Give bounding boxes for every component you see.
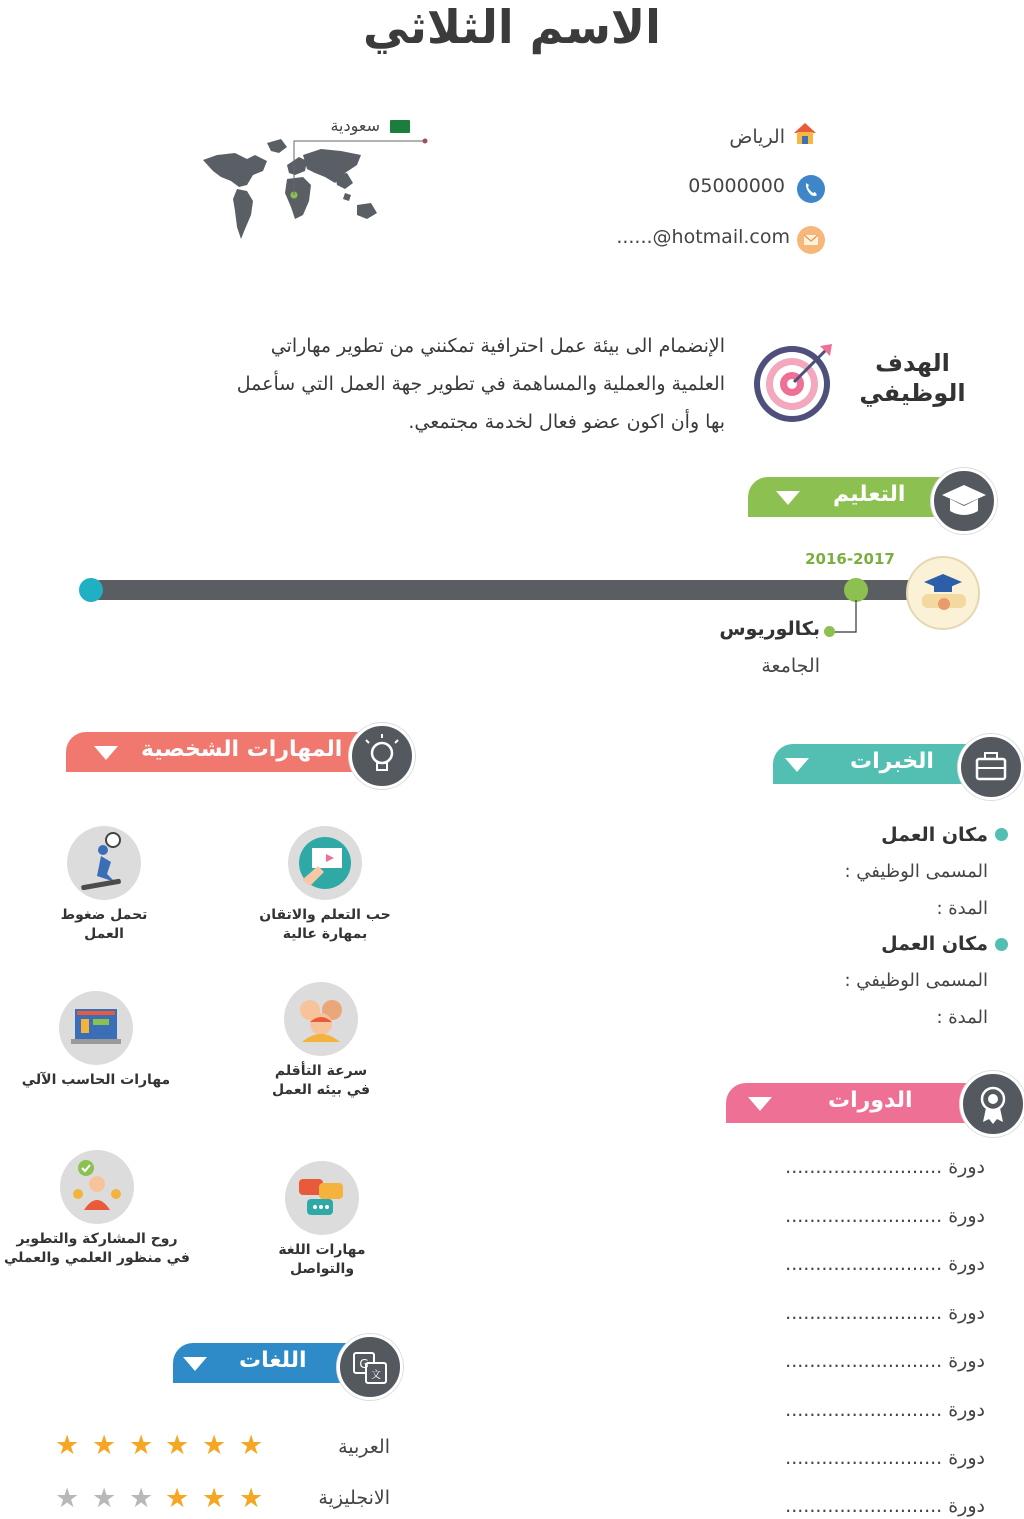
goal-title-line1: الهدف bbox=[875, 349, 950, 377]
team-leader-icon bbox=[60, 1150, 134, 1224]
courses-banner bbox=[726, 1083, 984, 1123]
email-icon bbox=[797, 226, 825, 254]
skill-learning bbox=[225, 826, 425, 944]
timeline-point bbox=[844, 578, 868, 602]
chevron-down-icon bbox=[776, 491, 800, 505]
skill-caption-3: سرعة التأقلم في بيئه العمل bbox=[271, 1063, 371, 1098]
award-ribbon-icon bbox=[960, 1071, 1024, 1137]
star-filled-icon: ★ bbox=[239, 1430, 264, 1461]
chevron-down-icon bbox=[94, 746, 118, 760]
degree-dot bbox=[824, 626, 835, 637]
skill-caption-2: تحمل ضغوط العمل bbox=[60, 907, 148, 942]
skill-caption-6: روح المشاركة والتطوير في منظور العلمي والعملي bbox=[4, 1231, 190, 1266]
course-8: دورة .......................... bbox=[785, 1495, 985, 1517]
skill-pressure bbox=[4, 826, 204, 944]
diploma-icon bbox=[906, 556, 980, 630]
course-3: دورة .......................... bbox=[785, 1253, 985, 1275]
language-english: الانجليزية bbox=[318, 1487, 390, 1509]
course-4: دورة .......................... bbox=[785, 1302, 985, 1324]
timeline-start-dot bbox=[79, 578, 103, 602]
skill-adapt bbox=[221, 982, 421, 1100]
experience-dot-2 bbox=[995, 938, 1008, 951]
saudi-flag-icon bbox=[390, 120, 410, 133]
skills-banner bbox=[66, 732, 371, 772]
phone-icon bbox=[797, 175, 825, 203]
computer-icon bbox=[59, 991, 133, 1065]
skill-caption-4: مهارات الحاسب الآلي bbox=[21, 1072, 171, 1088]
experience-heading: الخبرات bbox=[850, 749, 934, 774]
star-filled-icon: ★ bbox=[165, 1483, 190, 1514]
course-5: دورة .......................... bbox=[785, 1350, 985, 1372]
education-years: 2016-2017 bbox=[805, 550, 895, 568]
star-filled-icon: ★ bbox=[202, 1483, 227, 1514]
chevron-down-icon bbox=[785, 758, 809, 772]
experience-duration-2: المدة : bbox=[936, 1007, 988, 1028]
home-icon bbox=[791, 119, 819, 147]
presentation-icon bbox=[288, 826, 362, 900]
country-label-wrap bbox=[300, 116, 410, 136]
language-arabic: العربية bbox=[338, 1436, 390, 1458]
skill-language bbox=[222, 1161, 422, 1279]
goal-title-line2: الوظيفي bbox=[859, 379, 966, 407]
graduation-cap-icon bbox=[931, 468, 997, 534]
degree: بكالوريوس bbox=[719, 618, 820, 640]
contact-city bbox=[640, 126, 785, 148]
goal-title bbox=[840, 348, 985, 408]
star-filled-icon: ★ bbox=[129, 1430, 154, 1461]
contact-phone bbox=[640, 175, 785, 197]
school: الجامعة bbox=[761, 655, 820, 677]
chevron-down-icon bbox=[748, 1097, 772, 1111]
course-1: دورة .......................... bbox=[785, 1156, 985, 1178]
star-empty-icon: ★ bbox=[129, 1483, 154, 1514]
skill-computer bbox=[0, 991, 196, 1090]
experience-place-1: مكان العمل bbox=[881, 824, 988, 846]
experience-place-2: مكان العمل bbox=[881, 933, 988, 955]
world-map bbox=[195, 115, 435, 255]
chat-bubbles-icon bbox=[285, 1161, 359, 1235]
star-filled-icon: ★ bbox=[55, 1430, 80, 1461]
education-heading: التعليم bbox=[833, 482, 906, 507]
course-6: دورة .......................... bbox=[785, 1399, 985, 1421]
target-icon bbox=[752, 340, 838, 426]
goal-text: الإنضمام الى بيئة عمل احترافية تمكنني من تطوير مهاراتي العلمية والعملية والمساهمة في تطوير جهة العمل التي سأعمل بها وأن اكون عضو فعال لخدمة مجتمعي. bbox=[236, 335, 725, 433]
runner-clock-icon bbox=[67, 826, 141, 900]
contact-email bbox=[590, 226, 790, 248]
star-empty-icon: ★ bbox=[55, 1483, 80, 1514]
chevron-down-icon bbox=[183, 1357, 207, 1371]
experience-banner bbox=[773, 744, 983, 784]
star-filled-icon: ★ bbox=[239, 1483, 264, 1514]
skills-heading: المهارات الشخصية bbox=[141, 737, 343, 762]
world-map-icon bbox=[195, 115, 435, 255]
page-title: الاسم الثلاثي bbox=[363, 0, 661, 54]
timeline-bar bbox=[90, 580, 920, 600]
course-7: دورة .......................... bbox=[785, 1447, 985, 1469]
translate-icon bbox=[337, 1334, 403, 1400]
email-text: ......@hotmail.com bbox=[616, 226, 790, 248]
phone-text: 05000000 bbox=[688, 175, 785, 197]
briefcase-icon bbox=[958, 734, 1024, 800]
star-filled-icon: ★ bbox=[202, 1430, 227, 1461]
skill-caption-1: حب التعلم والاتقان بمهارة عالية bbox=[259, 907, 391, 942]
svg-text:G: G bbox=[359, 1357, 369, 1371]
skill-caption-5: مهارات اللغة والتواصل bbox=[278, 1242, 366, 1277]
experience-dot-1 bbox=[995, 828, 1008, 841]
experience-duration-1: المدة : bbox=[936, 898, 988, 919]
languages-heading: اللغات bbox=[239, 1348, 307, 1373]
skill-participation bbox=[0, 1150, 197, 1268]
experience-title-1: المسمى الوظيفي : bbox=[844, 861, 988, 882]
course-2: دورة .......................... bbox=[785, 1205, 985, 1227]
country-label: سعودية bbox=[330, 116, 380, 135]
star-empty-icon: ★ bbox=[92, 1483, 117, 1514]
lightbulb-icon bbox=[349, 723, 415, 789]
people-icon bbox=[284, 982, 358, 1056]
star-filled-icon: ★ bbox=[165, 1430, 190, 1461]
experience-title-2: المسمى الوظيفي : bbox=[844, 970, 988, 991]
svg-text:文: 文 bbox=[371, 1370, 381, 1381]
star-filled-icon: ★ bbox=[92, 1430, 117, 1461]
city-text: الرياض bbox=[729, 126, 785, 148]
courses-heading: الدورات bbox=[828, 1088, 913, 1113]
